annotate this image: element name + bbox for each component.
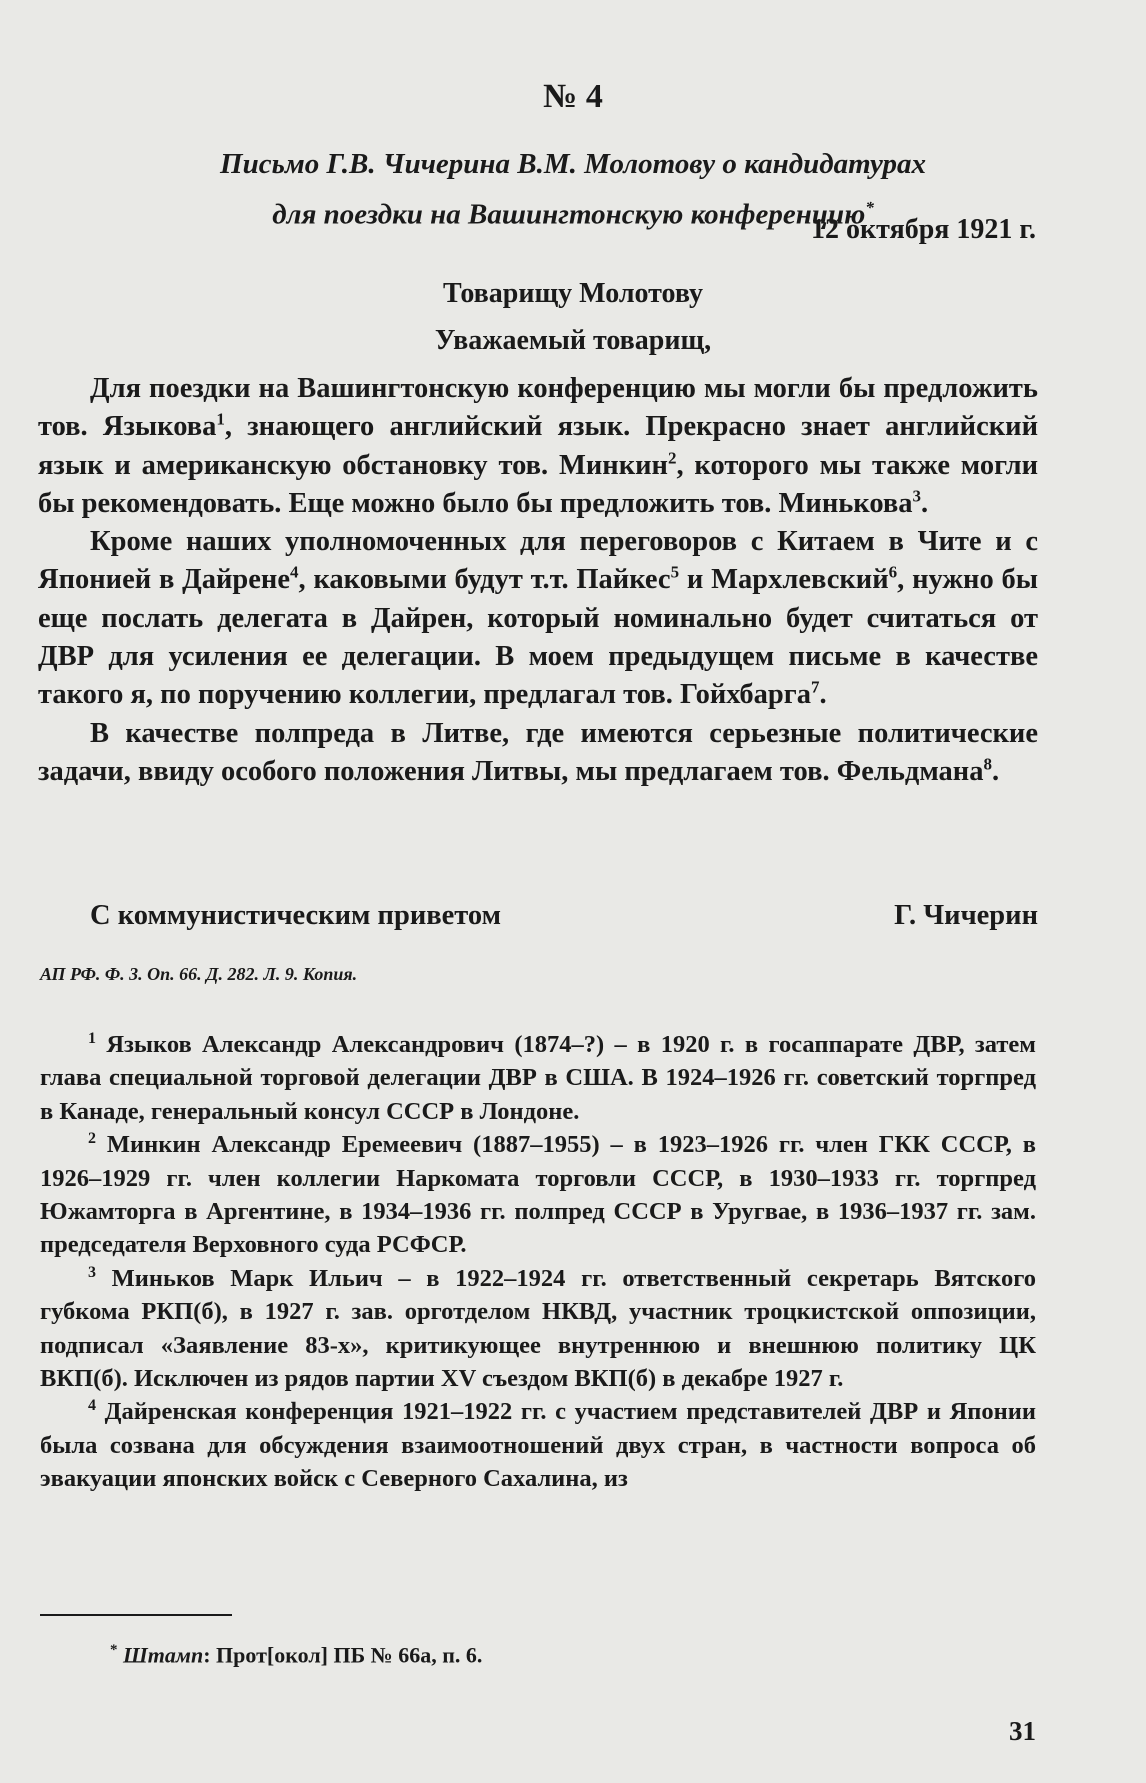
stamp-note: [110, 1642, 482, 1668]
footnote-ref: 4: [290, 562, 299, 582]
document-title-line-2-text: для поездки на Вашингтонскую конференцию: [272, 198, 866, 231]
footnote: [40, 1028, 1036, 1128]
document-number: № 4: [543, 78, 603, 115]
footnote-number: 1: [88, 1029, 96, 1047]
stamp-note-mark: *: [110, 1642, 118, 1658]
footnote-ref: 5: [670, 562, 680, 582]
footnote-ref: 8: [983, 754, 992, 774]
text-run: .: [991, 755, 1000, 787]
paragraph-1: [38, 370, 1038, 523]
footnote-text: Миньков Марк Ильич – в 1922–1924 гг. ответственный секретарь Вятского губкома РКП(б), в 1927 г. зав. орготделом НКВД, участник троцкистской оппозиции, подписал «Заявление 83-х», критикующее внутреннюю и внешнюю политику ЦК ВКП(б). Исключен из рядов партии XV съездом ВКП(б) в декабре 1927 г.: [40, 1264, 1036, 1393]
letter-body: [38, 370, 1038, 791]
paragraph-3: [38, 715, 1038, 792]
footnote: [40, 1128, 1036, 1262]
footnote-ref: 2: [667, 448, 677, 468]
salutation: Уважаемый товарищ,: [434, 325, 712, 356]
signature: Г. Чичерин: [894, 900, 1038, 931]
document-date: 12 октября 1921 г.: [811, 214, 1036, 245]
text-run: , знающего английский язык. Прекрасно знает английский язык и американскую обстановку тов. Минкин: [38, 411, 1038, 481]
footnotes: [40, 1028, 1036, 1496]
footnote-divider: [40, 1614, 232, 1616]
stamp-note-text: : Прот[окол] ПБ № 66а, п. 6.: [203, 1642, 483, 1668]
footnote-number: 3: [88, 1263, 96, 1281]
text-run: .: [921, 487, 929, 519]
text-run: В качестве полпреда в Литве, где имеются серьезные политические задачи, ввиду особого положения Литвы, мы предлагаем тов. Фельдмана: [38, 717, 1038, 787]
footnote-number: 2: [88, 1130, 96, 1148]
footnote-text: Дайренская конференция 1921–1922 гг. с участием представителей ДВР и Японии была созвана для обсуждения взаимоотношений двух стран, в частности вопроса об эвакуации японских войск с Северного Сахалина, из: [40, 1398, 1036, 1493]
document-title-line-1: Письмо Г.В. Чичерина В.М. Молотову о кандидатурах: [220, 148, 926, 180]
footnote-ref: 1: [216, 409, 225, 429]
text-run: , каковыми будут т.т. Пайкес: [298, 564, 671, 596]
stamp-note-label: Штамп: [123, 1642, 204, 1668]
text-run: и Мархлевский: [679, 564, 889, 596]
addressee: Товарищу Молотову: [442, 278, 704, 309]
footnote-number: 4: [88, 1397, 96, 1415]
text-run: , которого мы также могли бы рекомендовать. Еще можно было бы предложить тов. Минькова: [38, 449, 1038, 519]
closing-greeting: С коммунистическим приветом: [90, 900, 502, 931]
page-number: 31: [1009, 1716, 1036, 1746]
footnote-text: Языков Александр Александрович (1874–?) – в 1920 г. в госаппарате ДВР, затем глава специальной торговой делегации ДВР в США. В 1924–1926 гг. советский торгпред в Канаде, генеральный консул СССР в Лондоне.: [40, 1031, 1036, 1125]
footnote-ref: 6: [888, 562, 898, 582]
paragraph-2: [38, 523, 1038, 714]
footnote-ref: 7: [810, 677, 820, 697]
text-run: Для поездки на Вашингтонскую конференцию мы могли бы предложить тов. Языкова: [38, 373, 1038, 443]
text-run: Кроме наших уполномоченных для переговоров с Китаем в Чите и с Японией в Дайрене: [38, 526, 1038, 596]
footnote: [40, 1395, 1036, 1495]
archive-reference: АП РФ. Ф. 3. Оп. 66. Д. 282. Л. 9. Копия.: [40, 964, 358, 984]
text-run: .: [819, 679, 827, 711]
footnote-text: Минкин Александр Еремеевич (1887–1955) – в 1923–1926 гг. член ГКК СССР, в 1926–1929 гг. член коллегии Наркомата торговли СССР, в 1930–1933 гг. торгпред Южамторга в Аргентине, в 1934–1936 гг. полпред СССР в Уругвае, в 1936–1937 гг. зам. председателя Верховного суда РСФСР.: [40, 1131, 1037, 1259]
footnote-ref: 3: [912, 486, 922, 506]
text-run: , нужно бы еще послать делегата в Дайрен, который номинально будет считаться от ДВР для усиления ее делегации. В моем предыдущем письме в качестве такого я, по поручению коллегии, предлагал тов. Гойхбарга: [38, 564, 1039, 711]
title-footnote-mark: *: [865, 198, 874, 217]
footnote: [40, 1262, 1036, 1396]
